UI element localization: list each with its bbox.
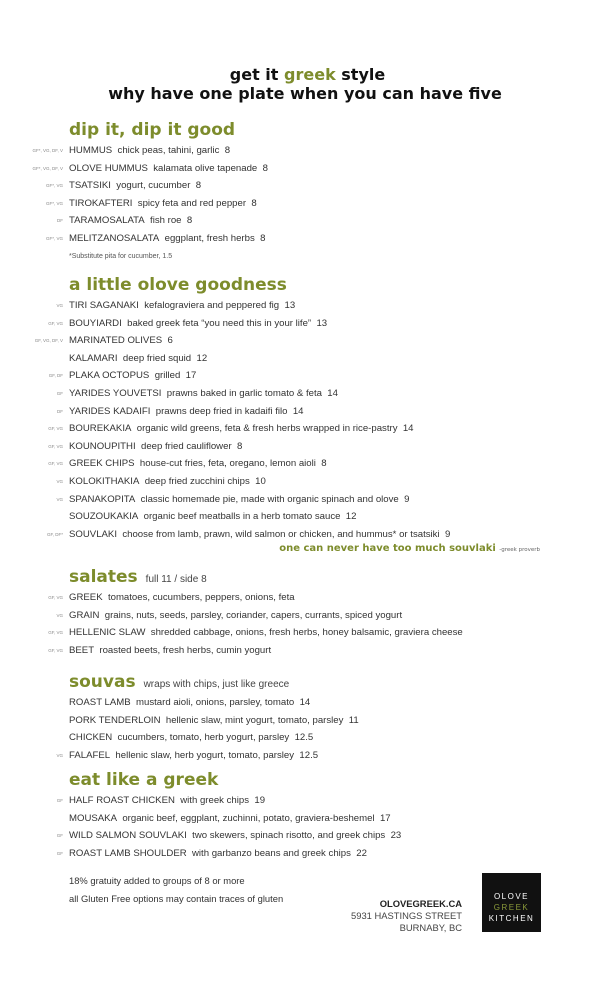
item-name: ROAST LAMB (69, 697, 131, 708)
menu-section (0, 670, 610, 764)
item-name: SPANAKOPITA (69, 493, 136, 505)
menu-item (0, 142, 610, 160)
item-desc: kefalograviera and peppered fig (144, 300, 280, 311)
restaurant-logo (482, 873, 541, 932)
item-desc: roasted beets, fresh herbs, cumin yogurt (99, 644, 272, 656)
item-desc: two skewers, spinach risotto, and greek chips (192, 830, 386, 842)
diet-tag: VG (56, 752, 63, 758)
menu-item (0, 212, 610, 230)
menu-section (0, 565, 610, 659)
menu-item (0, 642, 610, 660)
tagline-2: why have one plate when you can have five (108, 84, 502, 103)
item-price: 12 (196, 352, 208, 364)
city: BURNABY, BC (399, 922, 462, 933)
item-name: BOUYIARDI (69, 317, 122, 329)
item-name: TIRI SAGANAKI (69, 300, 139, 311)
proverb-source: -greek proverb (499, 547, 540, 554)
item-name: TARAMOSALATA (69, 215, 145, 227)
item-name: HALF ROAST CHICKEN (69, 795, 175, 806)
menu-item (0, 526, 610, 544)
menu-item (0, 230, 610, 248)
item-desc: chick peas, tahini, garlic (117, 145, 220, 156)
logo-line3: KITCHEN (488, 914, 535, 923)
item-name: ROAST LAMB SHOULDER (69, 847, 187, 859)
diet-tag: DF (57, 218, 63, 224)
item-desc: organic beef meatballs in a herb tomato sauce (143, 511, 341, 523)
item-desc: hellenic slaw, herb yogurt, tomato, parsley (115, 749, 295, 761)
menu-section (0, 768, 610, 862)
item-price: 19 (254, 795, 266, 806)
item-price: 8 (186, 215, 193, 227)
proverb (0, 543, 610, 559)
menu-item (0, 367, 610, 385)
item-price: 8 (251, 197, 257, 209)
menu-item (0, 350, 610, 368)
item-name: WILD SALMON SOUVLAKI (69, 830, 187, 842)
diet-tag: GF, VG, DF, V (34, 338, 63, 344)
item-name: GRAIN (69, 609, 100, 621)
menu-item (0, 810, 610, 828)
menu-item (0, 508, 610, 526)
item-price: 22 (356, 847, 367, 859)
item-name: YARIDES KADAIFI (69, 405, 151, 417)
item-desc: prawns deep fried in kadaifi filo (155, 405, 288, 417)
item-name: KOUNOUPITHI (69, 440, 136, 452)
tagline-c: style (335, 65, 386, 84)
item-desc: grains, nuts, seeds, parsley, coriander, capers, currants, spiced yogurt (104, 609, 403, 621)
item-price: 8 (224, 145, 231, 156)
menu-item (0, 177, 610, 195)
tagline-greek: greek (284, 65, 336, 84)
item-name: GREEK (69, 592, 103, 603)
section-subtitle: wraps with chips, just like greece (143, 679, 290, 690)
item-desc: grilled (154, 370, 181, 382)
diet-tag: VG (56, 478, 63, 484)
item-name: PLAKA OCTOPUS (69, 370, 150, 382)
section-title (0, 118, 610, 142)
item-price: 13 (316, 317, 328, 329)
item-price: 8 (321, 458, 327, 470)
item-name: BEET (69, 644, 95, 656)
item-price: 8 (262, 162, 268, 174)
item-desc: organic wild greens, feta & fresh herbs wrapped in rice-pastry (136, 423, 398, 435)
menu-item (0, 694, 610, 712)
section-title (0, 565, 610, 589)
proverb-text: one can never have too much souvlaki (279, 543, 496, 555)
item-name: KOLOKITHAKIA (69, 475, 140, 487)
diet-tag: GF*, VG (45, 235, 63, 241)
item-name: HELLENIC SLAW (69, 627, 146, 639)
item-desc: mustard aioli, onions, parsley, tomato (136, 697, 295, 708)
diet-tag: GF, VG (48, 630, 63, 636)
diet-tag: GF, VG (48, 647, 63, 653)
footer-notes (69, 872, 283, 908)
item-price: 14 (327, 387, 338, 399)
section-title-text: dip it, dip it good (69, 120, 236, 140)
diet-tag: GF*, VG, DF, V (32, 148, 63, 153)
menu-item (0, 712, 610, 730)
diet-tag: GF, VG (48, 595, 63, 600)
address-block (351, 898, 462, 934)
item-desc: spicy feta and red pepper (137, 197, 247, 209)
diet-tag: GF, VG (48, 461, 63, 467)
diet-tag: GF (56, 390, 63, 396)
tagline-a: get it (229, 65, 285, 84)
menu-header (0, 66, 610, 104)
menu-item (0, 624, 610, 642)
item-desc: with garbanzo beans and greek chips (191, 847, 351, 859)
menu-item (0, 747, 610, 765)
menu-item (0, 589, 610, 607)
item-name: GREEK CHIPS (69, 458, 135, 470)
item-price: 8 (237, 440, 243, 452)
item-desc: with greek chips (180, 795, 250, 806)
gratuity-note: 18% gratuity added to groups of 8 or more (69, 875, 245, 886)
item-name: MOUSAKA (69, 812, 117, 824)
diet-tag: GF (56, 850, 63, 856)
menu-item (0, 160, 610, 178)
item-name: MARINATED OLIVES (69, 335, 163, 347)
item-price: 17 (185, 370, 197, 382)
section-title-text: souvas (69, 672, 136, 692)
diet-tag: GF*, VG (45, 200, 63, 206)
item-price: 8 (260, 232, 266, 244)
menu-item (0, 792, 610, 810)
section-subtitle: full 11 / side 8 (145, 574, 207, 585)
diet-tag: GF, VG (48, 443, 63, 449)
item-desc: house-cut fries, feta, oregano, lemon aioli (139, 458, 316, 470)
item-price: 12 (345, 511, 357, 523)
item-desc: yogurt, cucumber (116, 180, 191, 192)
diet-tag: VG (56, 303, 63, 308)
section-title (0, 768, 610, 792)
item-name: HUMMUS (69, 145, 113, 156)
menu-item (0, 403, 610, 421)
item-desc: classic homemade pie, made with organic spinach and olove (140, 493, 399, 505)
item-name: YARIDES YOUVETSI (69, 387, 162, 399)
item-name: CHICKEN (69, 732, 113, 744)
item-price: 9 (444, 528, 451, 540)
menu-item (0, 420, 610, 438)
menu-item (0, 827, 610, 845)
diet-tag: GF, DF* (46, 531, 63, 537)
item-desc: fish roe (150, 215, 182, 227)
item-desc: cucumbers, tomato, herb yogurt, parsley (117, 732, 290, 744)
item-price: 9 (404, 493, 410, 505)
item-price: 23 (390, 830, 402, 842)
menu-section (0, 118, 610, 266)
menu-item (0, 438, 610, 456)
item-name: FALAFEL (69, 749, 111, 761)
item-price: 10 (255, 475, 266, 487)
item-price: 14 (402, 423, 414, 435)
item-desc: deep fried zucchini chips (144, 475, 250, 487)
diet-tag: VG (56, 612, 63, 618)
menu-item (0, 491, 610, 509)
item-price: 14 (299, 697, 311, 708)
item-desc: organic beef, eggplant, zuchinni, potato, graviera-beshemel (122, 812, 375, 824)
item-name: MELITZANOSALATA (69, 232, 160, 244)
item-name: BOUREKAKIA (69, 423, 132, 435)
menu-item (0, 297, 610, 315)
diet-tag: GF*, VG (45, 183, 63, 189)
item-desc: tomatoes, cucumbers, peppers, onions, feta (107, 592, 295, 603)
item-price: 12.5 (294, 732, 314, 744)
item-price: 17 (379, 812, 391, 824)
item-desc: kalamata olive tapenade (153, 162, 258, 174)
item-name: SOUVLAKI (69, 528, 117, 540)
section-title-text: salates (69, 567, 138, 587)
item-price: 13 (284, 300, 296, 311)
item-desc: hellenic slaw, mint yogurt, tomato, parsley (165, 714, 344, 726)
item-desc: deep fried cauliflower (140, 440, 232, 452)
item-desc: deep fried squid (122, 352, 192, 364)
item-name: TSATSIKI (69, 180, 111, 192)
item-price: 8 (195, 180, 202, 192)
diet-tag: GF (56, 833, 63, 839)
gluten-note: all Gluten Free options may contain traces of gluten (69, 893, 284, 904)
item-name: PORK TENDERLOIN (69, 714, 161, 726)
item-desc: prawns baked in garlic tomato & feta (166, 387, 322, 399)
item-name: TIROKAFTERI (69, 197, 133, 209)
menu-item (0, 195, 610, 213)
menu-item (0, 729, 610, 747)
section-note: *Substitute pita for cucumber, 1.5 (69, 252, 173, 260)
menu-item (0, 315, 610, 333)
section-title-text: eat like a greek (69, 770, 219, 790)
section-title (0, 670, 610, 694)
item-price: 12.5 (299, 749, 319, 761)
item-price: 6 (167, 335, 173, 347)
section-title-text: a little olove goodness (69, 275, 287, 295)
diet-tag: GF, VG (48, 426, 63, 432)
diet-tag: VG (56, 496, 63, 502)
street: 5931 HASTINGS STREET (351, 910, 462, 921)
item-name: SOUZOUKAKIA (69, 511, 139, 523)
logo-line1: OLOVE (493, 892, 530, 901)
diet-tag: GF, DF (48, 373, 63, 379)
website-link[interactable]: OLOVEGREEK.CA (379, 898, 462, 909)
item-desc: eggplant, fresh herbs (164, 232, 255, 244)
menu-item (0, 385, 610, 403)
logo-line2: GREEK (493, 903, 530, 912)
menu-item (0, 332, 610, 350)
menu-item (0, 845, 610, 863)
item-desc: baked greek feta “you need this in your life” (127, 317, 312, 329)
section-title (0, 273, 610, 297)
diet-tag: DF (57, 408, 63, 414)
diet-tag: GF (56, 798, 63, 803)
diet-tag: GF*, VG, DF, V (32, 165, 63, 171)
item-price: 14 (292, 405, 304, 417)
item-desc: shredded cabbage, onions, fresh herbs, honey balsamic, graviera cheese (150, 627, 463, 639)
diet-tag: GF, VG (48, 320, 63, 326)
menu-item (0, 455, 610, 473)
menu-item (0, 473, 610, 491)
item-name: OLOVE HUMMUS (69, 162, 148, 174)
item-desc: choose from lamb, prawn, wild salmon or chicken, and hummus* or tsatsiki (122, 528, 440, 540)
item-price: 11 (348, 714, 359, 726)
menu-section (0, 273, 610, 559)
item-name: KALAMARI (69, 352, 118, 364)
menu-item (0, 607, 610, 625)
